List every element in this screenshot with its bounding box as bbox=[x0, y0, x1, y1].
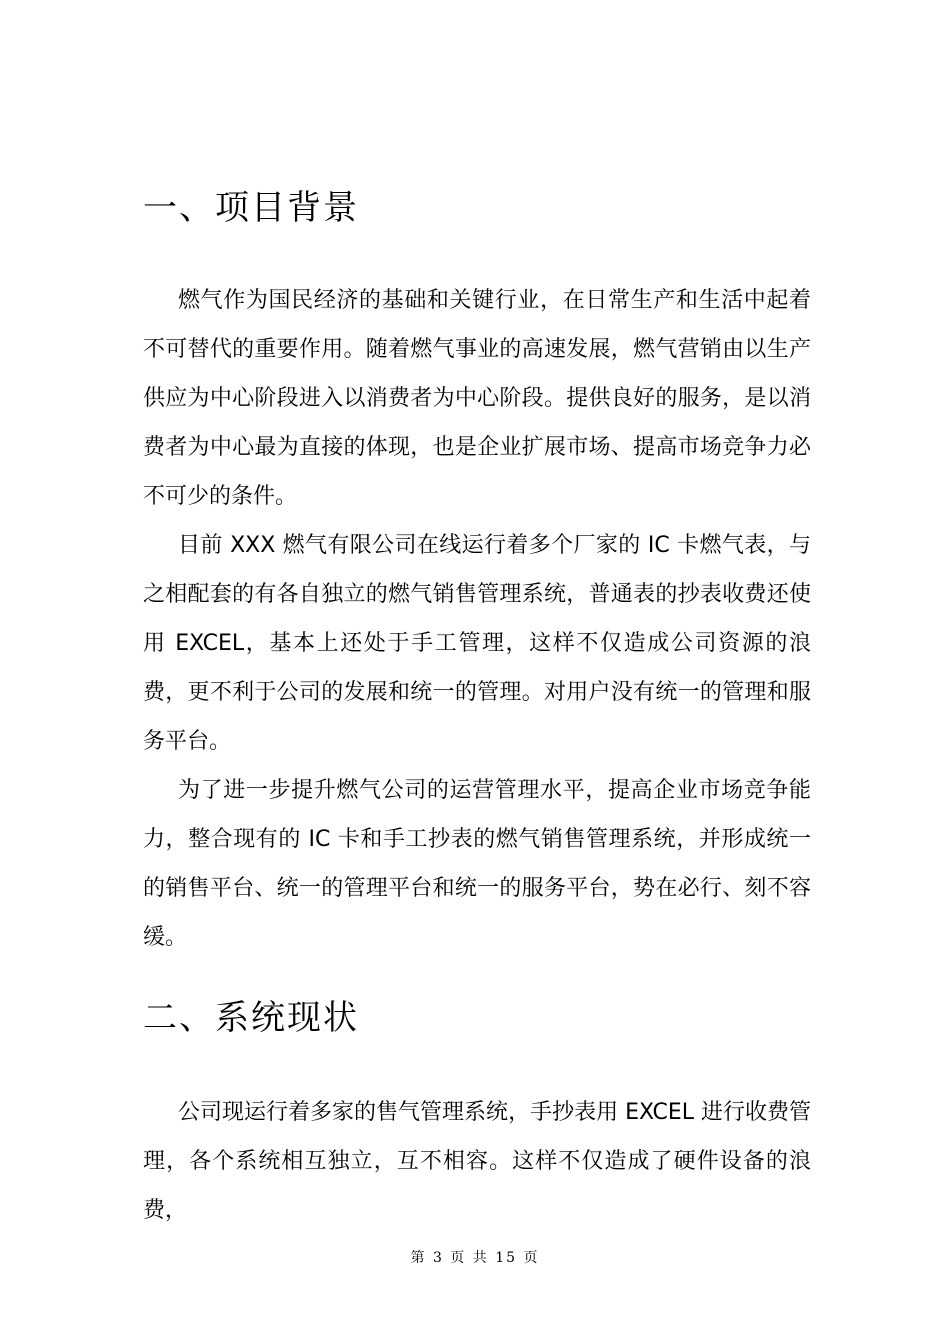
paragraph-status-1: 公司现运行着多家的售气管理系统，手抄表用 EXCEL 进行收费管理，各个系统相互独立，互不相容。这样不仅造成了硬件设备的浪费， bbox=[143, 1100, 811, 1223]
section-heading-system-status: 二、系统现状 bbox=[143, 998, 359, 1038]
section-heading-project-background: 一、项目背景 bbox=[143, 188, 359, 228]
page-footer: 第 3 页 共 15 页 bbox=[410, 1250, 540, 1266]
paragraph-background-1: 燃气作为国民经济的基础和关键行业，在日常生产和生活中起着不可替代的重要作用。随着燃气事业的高速发展，燃气营销由以生产供应为中心阶段进入以消费者为中心阶段。提供良好的服务，是以消费者为中心最为直接的体现，也是企业扩展市场、提高市场竞争力必不可少的条件。 bbox=[143, 288, 811, 509]
paragraph-background-3: 为了进一步提升燃气公司的运营管理水平，提高企业市场竞争能力，整合现有的 IC 卡和手工抄表的燃气销售管理系统，并形成统一的销售平台、统一的管理平台和统一的服务平台，势在必行、刻不容缓。 bbox=[143, 778, 811, 950]
page-content bbox=[143, 180, 811, 1235]
paragraph-background-2: 目前 XXX 燃气有限公司在线运行着多个厂家的 IC 卡燃气表，与之相配套的有各自独立的燃气销售管理系统，普通表的抄表收费还使用 EXCEL，基本上还处于手工管理，这样不仅造成公司资源的浪费，更不利于公司的发展和统一的管理。对用户没有统一的管理和服务平台。 bbox=[143, 533, 811, 754]
